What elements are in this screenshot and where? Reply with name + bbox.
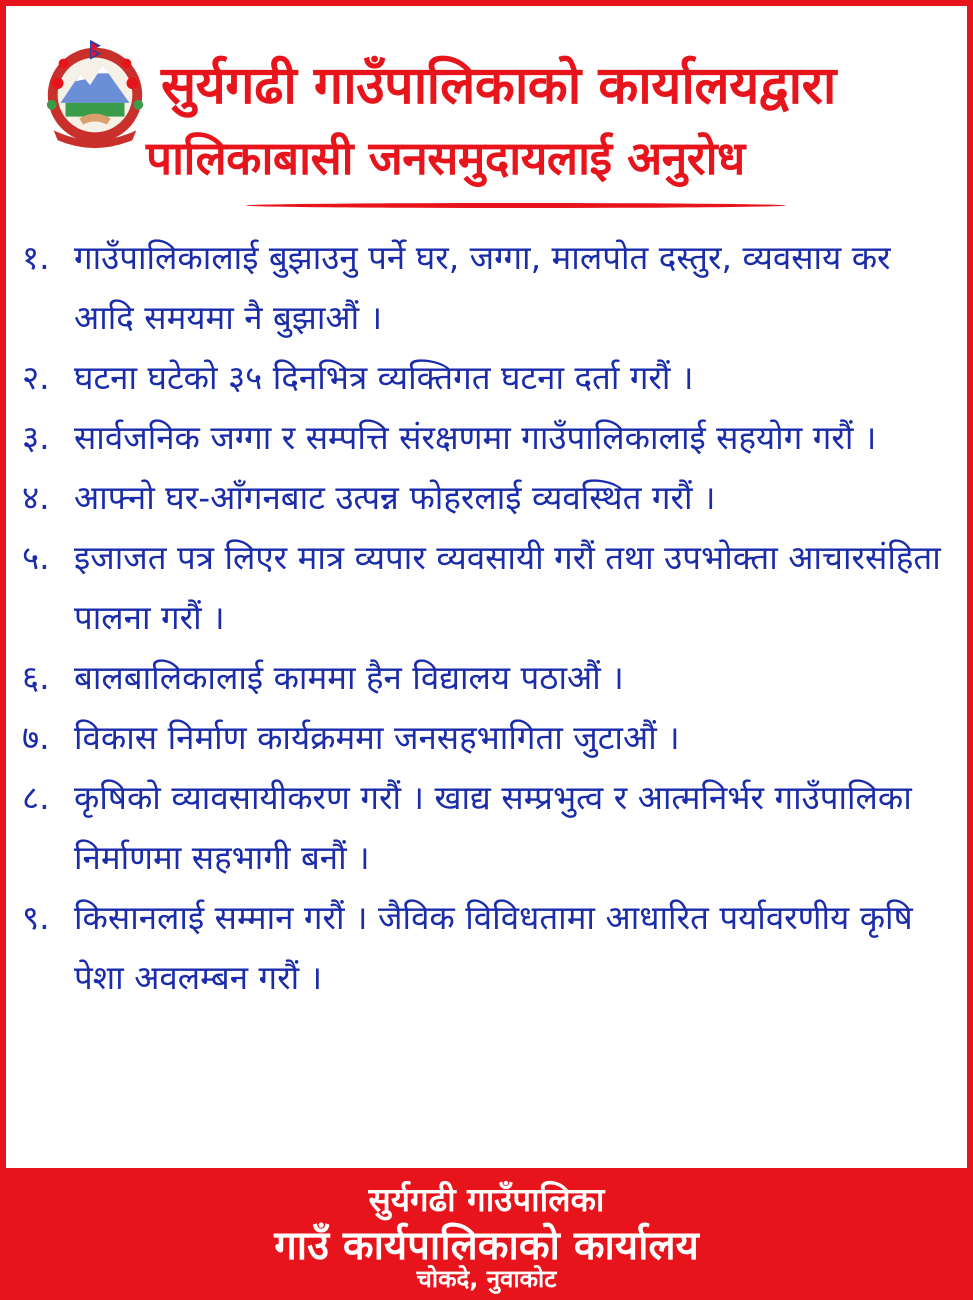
item-number: ५. (22, 538, 50, 577)
item-number: ८. (22, 778, 50, 817)
item-text: आफ्नो घर-आँगनबाट उत्पन्न फोहरलाई व्यवस्थित गरौं । (74, 478, 716, 517)
item-number: ३. (22, 418, 50, 457)
item-number: ४. (22, 478, 50, 517)
item-number: ९. (22, 898, 50, 937)
item-text: विकास निर्माण कार्यक्रममा जनसहभागिता जुटाऔं । (74, 718, 680, 757)
item-text: कृषिको व्यावसायीकरण गरौं । खाद्य सम्प्रभुत्व र आत्मनिर्भर गाउँपालिका निर्माणमा सहभागी बनौं । (74, 778, 912, 877)
item-number: १. (22, 238, 50, 277)
item-number: ७. (22, 718, 50, 757)
list-item (22, 348, 952, 408)
item-text: सार्वजनिक जग्गा र सम्पत्ति संरक्षणमा गाउँपालिकालाई सहयोग गरौं । (74, 418, 877, 457)
item-text: बालबालिकालाई काममा हैन विद्यालय पठाऔं । (74, 658, 624, 697)
list-item (22, 888, 952, 1008)
footer-municipality-name: सुर्यगढी गाउँपालिका (368, 1180, 605, 1219)
list-item (22, 648, 952, 708)
item-number: ६. (22, 658, 50, 697)
item-text: किसानलाई सम्मान गरौं । जैविक विविधतामा आधारित पर्यावरणीय कृषि पेशा अवलम्बन गरौं । (74, 898, 913, 997)
request-list (22, 228, 952, 1008)
header-divider (246, 203, 786, 208)
item-text: इजाजत पत्र लिएर मात्र व्यपार व्यवसायी गरौं तथा उपभोक्ता आचारसंहिता पालना गरौं । (74, 538, 941, 637)
list-item (22, 228, 952, 348)
poster-footer (6, 1168, 967, 1294)
list-item (22, 768, 952, 888)
item-text: घटना घटेको ३५ दिनभित्र व्यक्तिगत घटना दर्ता गरौं । (74, 358, 694, 397)
list-item (22, 708, 952, 768)
list-item (22, 528, 952, 648)
poster-header (6, 6, 967, 216)
item-text: गाउँपालिकालाई बुझाउनु पर्ने घर, जग्गा, मालपोत दस्तुर, व्यवसाय कर आदि समयमा नै बुझाऔं । (74, 238, 891, 337)
nepal-emblem-icon (36, 34, 154, 152)
footer-address: चोकदे, नुवाकोट (416, 1265, 557, 1293)
list-item (22, 468, 952, 528)
poster-title: सुर्यगढी गाउँपालिकाको कार्यालयद्वारा (161, 56, 836, 116)
item-number: २. (22, 358, 50, 397)
list-item (22, 408, 952, 468)
poster-subtitle: पालिकाबासी जनसमुदायलाई अनुरोध (146, 131, 745, 185)
footer-office-name: गाउँ कार्यपालिकाको कार्यालय (274, 1223, 699, 1269)
